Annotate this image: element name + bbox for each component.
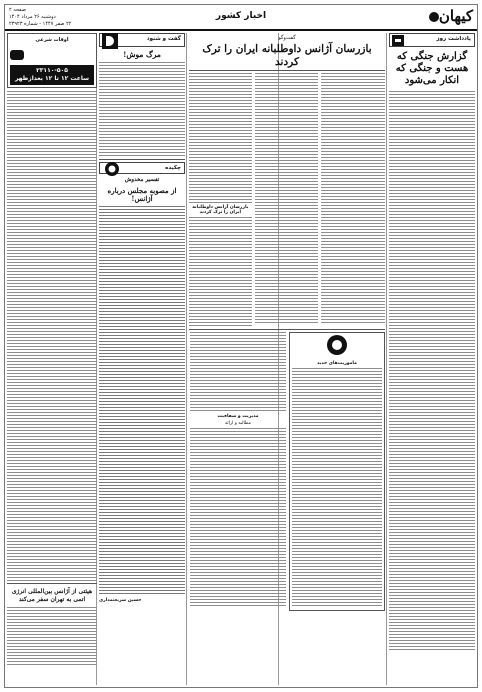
masthead (5, 5, 477, 31)
column-rule (186, 33, 187, 685)
sub-story-body (292, 368, 382, 608)
side-story-sub: مطالبه و ارائه (225, 421, 251, 427)
newspaper-logo: کیهان (427, 7, 473, 25)
main-headline: بازرسان آژانس داوطلبانه ایران را ترک کردند (202, 43, 372, 68)
main-body-col2 (255, 73, 319, 323)
dialogue-d-icon (102, 33, 118, 49)
editorial-box-body (99, 206, 185, 596)
column-dialogue (99, 33, 185, 685)
caption-kicker: چکیده (99, 162, 185, 174)
prayer-times-box (7, 33, 97, 88)
editorial-body (389, 91, 475, 651)
main-body-col3b (189, 217, 252, 327)
editorial-box-head: تفسیر مخدوش (124, 177, 160, 183)
section-title: اخبار کشور (215, 11, 267, 21)
sub-story-box (289, 332, 385, 611)
left-bottom-headline: هیئتی از آژانس بین‌المللی انرژی اتمی به تهران سفر می‌کند (11, 587, 93, 603)
newspaper-page (4, 4, 478, 688)
editorial-signature: حسین شریعتمداری (99, 598, 142, 604)
main-body-col1 (321, 73, 385, 323)
editorial-box-title: از مصوبه مجلس درباره آژانس! (107, 185, 177, 203)
side-story-body (190, 332, 286, 412)
column-main-story (189, 33, 385, 685)
editorial-headline: گزارش جنگی که هست و جنگی که انکار می‌شود (395, 51, 469, 86)
caption-round-icon (105, 162, 119, 176)
prayer-times-title: اوقات شرعی (35, 37, 69, 43)
issue-info: صفحه ۲ دوشنبه ۲۶ مرداد ۱۴۰۴ ۲۲ صفر ۱۴۴۷ - شماره ۲۳۹۲۳ (9, 7, 72, 27)
sub-story-title: ماموریت‌های جدید (317, 361, 357, 367)
editorial-icon (392, 35, 404, 46)
side-story-title: مدیریت و شفافیت (217, 414, 259, 420)
column-editorial (389, 33, 475, 685)
side-story-body2 (190, 428, 286, 608)
phone-bar: ۲۳۱۱۰-۵۰۵ ساعت ۱۲ تا ۱۲ بعدازظهر (10, 65, 94, 85)
editorial-kicker: یادداشت روز (389, 33, 475, 47)
dialogue-headline: مرگ موش! (123, 50, 161, 59)
main-subhead: بازرسان آژانس داوطلبانه ایران را ترک کردند (192, 205, 249, 216)
dialogue-body (99, 62, 185, 157)
left-bottom-body (7, 607, 97, 667)
main-body-col3 (189, 73, 252, 203)
weather-icon (10, 50, 24, 60)
dialogue-kicker: گفت و شنود (99, 33, 185, 47)
main-supertitle: گفت‌وگو (278, 35, 296, 41)
column-left (7, 33, 97, 685)
round-section-icon (327, 335, 347, 355)
column-rule (386, 33, 387, 685)
left-body (7, 91, 97, 581)
